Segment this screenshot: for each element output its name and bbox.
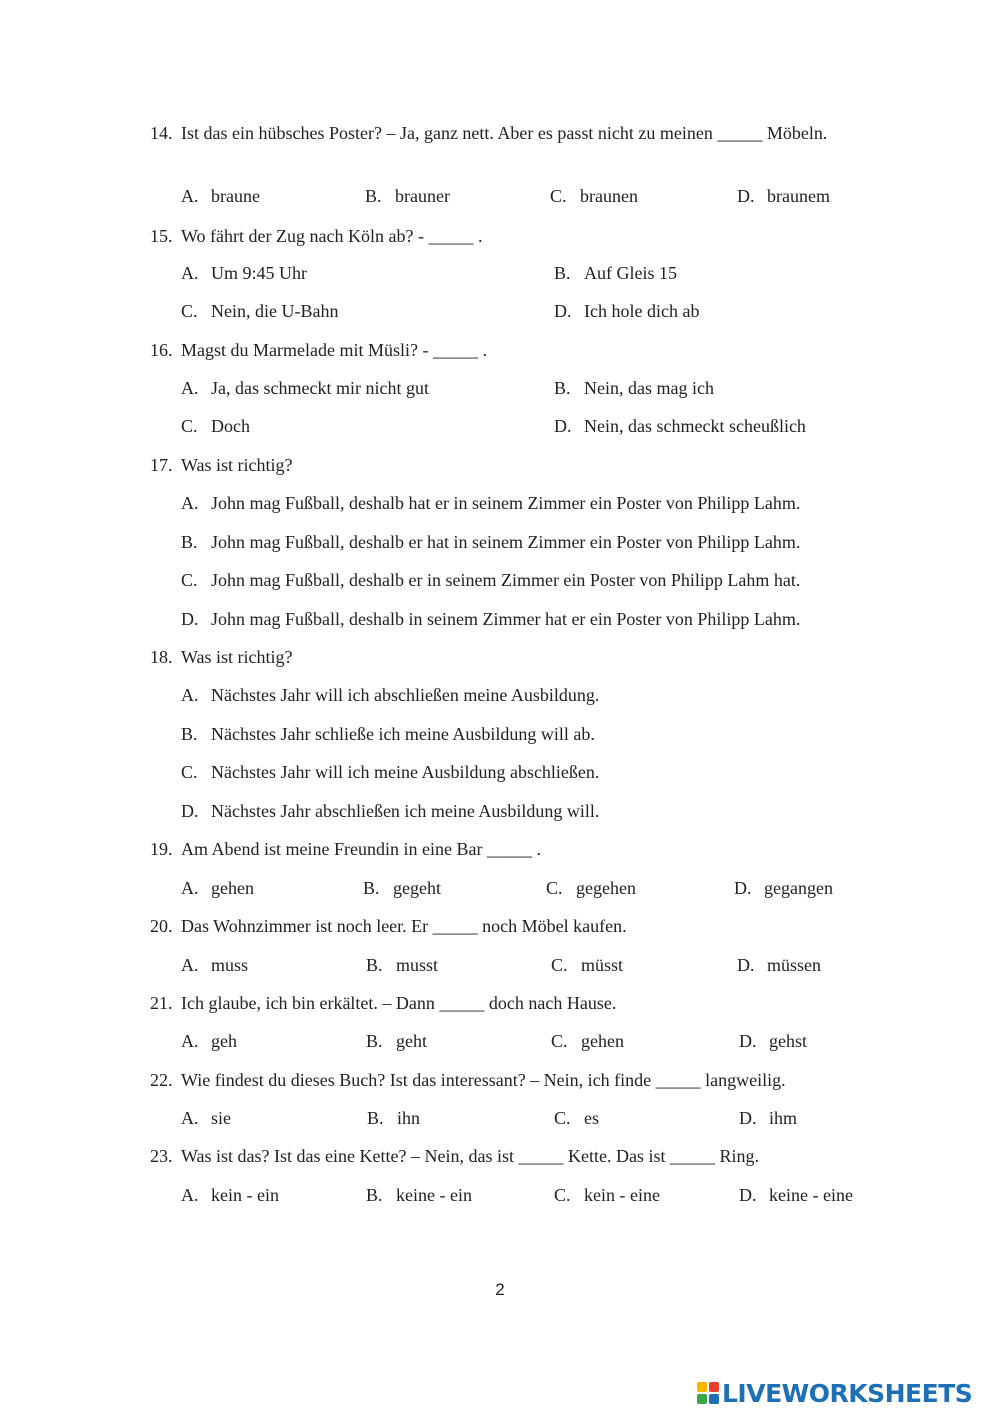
- question-text: Ist das ein hübsches Poster? – Ja, ganz nett. Aber es passt nicht zu meinen _____ Möbeln.: [181, 123, 828, 143]
- question-text: Am Abend ist meine Freundin in eine Bar _____ .: [181, 839, 541, 859]
- question-number: 14.: [150, 123, 173, 143]
- option-20-a[interactable]: A. muss: [181, 955, 249, 975]
- option-18-d[interactable]: D. Nächstes Jahr abschließen ich meine Ausbildung will.: [181, 801, 600, 821]
- question-number: 18.: [150, 647, 173, 667]
- option-17-d[interactable]: D. John mag Fußball, deshalb in seinem Zimmer hat er ein Poster von Philipp Lahm.: [181, 609, 801, 629]
- question-text: Was ist das? Ist das eine Kette? – Nein, das ist _____ Kette. Das ist _____ Ring.: [181, 1146, 759, 1166]
- option-20-b[interactable]: B. musst: [366, 955, 439, 975]
- option-22-c[interactable]: C. es: [554, 1108, 599, 1128]
- option-17-b[interactable]: B. John mag Fußball, deshalb er hat in seinem Zimmer ein Poster von Philipp Lahm.: [181, 532, 801, 552]
- option-15-d[interactable]: D. Ich hole dich ab: [554, 301, 700, 321]
- option-16-b[interactable]: B. Nein, das mag ich: [554, 378, 714, 398]
- question-number: 19.: [150, 839, 173, 859]
- question-text: Was ist richtig?: [181, 647, 293, 667]
- option-23-c[interactable]: C. kein - eine: [554, 1185, 660, 1205]
- option-19-a[interactable]: A. gehen: [181, 878, 254, 898]
- question-20: [150, 913, 850, 939]
- question-22: [150, 1067, 870, 1093]
- option-22-b[interactable]: B. ihn: [367, 1108, 421, 1128]
- option-14-b[interactable]: B. brauner: [365, 186, 450, 206]
- option-15-c[interactable]: C. Nein, die U-Bahn: [181, 301, 339, 321]
- option-23-d[interactable]: D. keine - eine: [739, 1185, 853, 1205]
- question-text: Wo fährt der Zug nach Köln ab? - _____ .: [181, 226, 483, 246]
- liveworksheets-logo-text: LIVEWORKSHEETS: [722, 1378, 973, 1408]
- option-23-a[interactable]: A. kein - ein: [181, 1185, 279, 1205]
- question-number: 23.: [150, 1146, 173, 1166]
- question-text: Magst du Marmelade mit Müsli? - _____ .: [181, 340, 487, 360]
- option-19-c[interactable]: C. gegehen: [546, 878, 636, 898]
- option-22-a[interactable]: A. sie: [181, 1108, 231, 1128]
- question-number: 16.: [150, 340, 173, 360]
- option-17-a[interactable]: A. John mag Fußball, deshalb hat er in seinem Zimmer ein Poster von Philipp Lahm.: [181, 493, 801, 513]
- question-21: [150, 990, 850, 1016]
- option-18-b[interactable]: B. Nächstes Jahr schließe ich meine Ausbildung will ab.: [181, 724, 595, 744]
- question-number: 15.: [150, 226, 173, 246]
- question-18: [150, 644, 850, 670]
- option-18-c[interactable]: C. Nächstes Jahr will ich meine Ausbildung abschließen.: [181, 762, 600, 782]
- question-17: [150, 452, 850, 478]
- question-16: [150, 337, 850, 363]
- question-text: Wie findest du dieses Buch? Ist das interessant? – Nein, ich finde _____ langweilig.: [181, 1070, 786, 1090]
- liveworksheets-logo[interactable]: [697, 1376, 972, 1410]
- question-number: 17.: [150, 455, 173, 475]
- question-number: 20.: [150, 916, 173, 936]
- option-20-d[interactable]: D. müssen: [737, 955, 821, 975]
- question-15: [150, 223, 850, 249]
- option-15-a[interactable]: A. Um 9:45 Uhr: [181, 263, 307, 283]
- liveworksheets-logo-icon: [697, 1382, 719, 1404]
- option-21-b[interactable]: B. geht: [366, 1031, 427, 1051]
- option-19-d[interactable]: D. gegangen: [734, 878, 833, 898]
- option-16-a[interactable]: A. Ja, das schmeckt mir nicht gut: [181, 378, 429, 398]
- question-23: [150, 1143, 850, 1169]
- option-19-b[interactable]: B. gegeht: [363, 878, 441, 898]
- option-16-d[interactable]: D. Nein, das schmeckt scheußlich: [554, 416, 806, 436]
- question-14: [150, 120, 850, 146]
- option-18-a[interactable]: A. Nächstes Jahr will ich abschließen meine Ausbildung.: [181, 685, 600, 705]
- question-text: Ich glaube, ich bin erkältet. – Dann _____ doch nach Hause.: [181, 993, 617, 1013]
- option-21-d[interactable]: D. gehst: [739, 1031, 807, 1051]
- option-14-d[interactable]: D. braunem: [737, 186, 830, 206]
- question-number: 22.: [150, 1070, 173, 1090]
- question-text: Was ist richtig?: [181, 455, 293, 475]
- option-14-a[interactable]: A. braune: [181, 186, 260, 206]
- option-15-b[interactable]: B. Auf Gleis 15: [554, 263, 677, 283]
- option-23-b[interactable]: B. keine - ein: [366, 1185, 472, 1205]
- question-number: 21.: [150, 993, 173, 1013]
- question-text: Das Wohnzimmer ist noch leer. Er _____ noch Möbel kaufen.: [181, 916, 627, 936]
- option-17-c[interactable]: C. John mag Fußball, deshalb er in seinem Zimmer ein Poster von Philipp Lahm hat.: [181, 570, 801, 590]
- option-22-d[interactable]: D. ihm: [739, 1108, 798, 1128]
- option-21-c[interactable]: C. gehen: [551, 1031, 624, 1051]
- option-16-c[interactable]: C. Doch: [181, 416, 250, 436]
- option-21-a[interactable]: A. geh: [181, 1031, 237, 1051]
- option-20-c[interactable]: C. müsst: [551, 955, 624, 975]
- question-19: [150, 836, 850, 862]
- option-14-c[interactable]: C. braunen: [550, 186, 638, 206]
- page-number: 2: [495, 1280, 505, 1299]
